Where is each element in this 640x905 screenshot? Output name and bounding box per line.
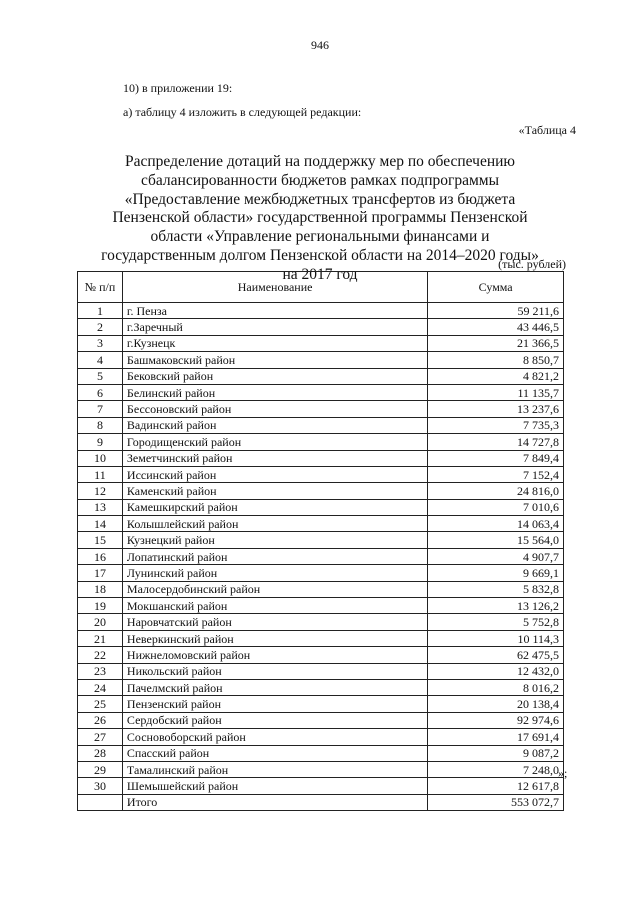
row-name: Пензенский район — [122, 696, 427, 712]
row-name: Пачелмский район — [122, 679, 427, 695]
row-name: Бековский район — [122, 368, 427, 384]
row-number: 6 — [78, 384, 123, 400]
row-name: г.Заречный — [122, 319, 427, 335]
total-row — [78, 794, 564, 810]
row-number: 25 — [78, 696, 123, 712]
row-number: 16 — [78, 548, 123, 564]
table-row — [78, 483, 564, 499]
document-title: Распределение дотаций на поддержку мер по обеспечению сбалансированности бюджетов рамках подпрограммы «Предоставление межбюджетных трансфертов из бюджета Пензенской области» государственной программы Пензенской области «Управление региональными финансами и государственным долгом Пензенской области на 2014–2020 годы» на 2017 год — [101, 153, 539, 283]
row-sum: 11 135,7 — [428, 384, 564, 400]
row-name: Тамалинский район — [122, 761, 427, 777]
row-name: Белинский район — [122, 384, 427, 400]
table-row — [78, 466, 564, 482]
row-sum: 13 237,6 — [428, 401, 564, 417]
table-label: «Таблица 4 — [518, 123, 576, 137]
row-sum: 8 016,2 — [428, 679, 564, 695]
row-sum: 7 735,3 — [428, 417, 564, 433]
row-sum: 21 366,5 — [428, 335, 564, 351]
table-row — [78, 663, 564, 679]
row-name: Башмаковский район — [122, 352, 427, 368]
table-row — [78, 450, 564, 466]
row-name: Шемышейский район — [122, 778, 427, 794]
header-number: № п/п — [78, 272, 123, 303]
row-number: 10 — [78, 450, 123, 466]
row-number: 12 — [78, 483, 123, 499]
subsidies-table — [77, 271, 564, 811]
row-name: Каменский район — [122, 483, 427, 499]
header-sum: Сумма — [428, 272, 564, 303]
amendment-point: 10) в приложении 19: — [123, 81, 233, 95]
row-sum: 7 849,4 — [428, 450, 564, 466]
row-name: Сосновоборский район — [122, 729, 427, 745]
table-row — [78, 434, 564, 450]
row-sum: 5 832,8 — [428, 581, 564, 597]
row-name: г. Пенза — [122, 303, 427, 319]
row-number: 9 — [78, 434, 123, 450]
row-sum: 4 907,7 — [428, 548, 564, 564]
table-row — [78, 581, 564, 597]
amendment-subpoint: а) таблицу 4 изложить в следующей редакции: — [123, 105, 362, 119]
row-number: 8 — [78, 417, 123, 433]
table-row — [78, 696, 564, 712]
row-number: 14 — [78, 516, 123, 532]
table-row — [78, 548, 564, 564]
row-name: Бессоновский район — [122, 401, 427, 417]
row-number: 28 — [78, 745, 123, 761]
row-number: 19 — [78, 598, 123, 614]
table-row — [78, 352, 564, 368]
row-name: Малосердобинский район — [122, 581, 427, 597]
row-sum: 7 248,0 — [428, 761, 564, 777]
row-sum: 24 816,0 — [428, 483, 564, 499]
total-number — [78, 794, 123, 810]
row-number: 29 — [78, 761, 123, 777]
table-row — [78, 516, 564, 532]
row-number: 21 — [78, 630, 123, 646]
row-sum: 12 617,8 — [428, 778, 564, 794]
row-sum: 15 564,0 — [428, 532, 564, 548]
table-row — [78, 532, 564, 548]
row-name: Никольский район — [122, 663, 427, 679]
row-number: 23 — [78, 663, 123, 679]
row-sum: 7 010,6 — [428, 499, 564, 515]
header-name: Наименование — [122, 272, 427, 303]
row-name: Наровчатский район — [122, 614, 427, 630]
row-name: Мокшанский район — [122, 598, 427, 614]
table-row — [78, 335, 564, 351]
row-number: 5 — [78, 368, 123, 384]
row-number: 18 — [78, 581, 123, 597]
row-name: Лунинский район — [122, 565, 427, 581]
closing-mark: »; — [558, 766, 568, 780]
total-sum: 553 072,7 — [428, 794, 564, 810]
row-sum: 8 850,7 — [428, 352, 564, 368]
row-name: Иссинский район — [122, 466, 427, 482]
table-row — [78, 679, 564, 695]
row-sum: 9 669,1 — [428, 565, 564, 581]
table-row — [78, 745, 564, 761]
table-row — [78, 303, 564, 319]
table-row — [78, 368, 564, 384]
row-number: 2 — [78, 319, 123, 335]
table-row — [78, 778, 564, 794]
row-number: 30 — [78, 778, 123, 794]
row-number: 27 — [78, 729, 123, 745]
row-name: Нижнеломовский район — [122, 647, 427, 663]
table-row — [78, 499, 564, 515]
table-row — [78, 384, 564, 400]
row-name: Земетчинский район — [122, 450, 427, 466]
row-sum: 17 691,4 — [428, 729, 564, 745]
row-number: 17 — [78, 565, 123, 581]
table-row — [78, 729, 564, 745]
table-row — [78, 712, 564, 728]
row-sum: 92 974,6 — [428, 712, 564, 728]
row-number: 4 — [78, 352, 123, 368]
row-number: 22 — [78, 647, 123, 663]
row-sum: 12 432,0 — [428, 663, 564, 679]
row-number: 7 — [78, 401, 123, 417]
row-number: 13 — [78, 499, 123, 515]
row-sum: 14 727,8 — [428, 434, 564, 450]
row-name: г.Кузнецк — [122, 335, 427, 351]
row-number: 15 — [78, 532, 123, 548]
row-sum: 20 138,4 — [428, 696, 564, 712]
row-sum: 9 087,2 — [428, 745, 564, 761]
row-name: Колышлейский район — [122, 516, 427, 532]
table-row — [78, 565, 564, 581]
row-sum: 14 063,4 — [428, 516, 564, 532]
table-row — [78, 401, 564, 417]
row-sum: 13 126,2 — [428, 598, 564, 614]
table-row — [78, 647, 564, 663]
row-sum: 4 821,2 — [428, 368, 564, 384]
page-number: 946 — [311, 38, 329, 52]
row-name: Кузнецкий район — [122, 532, 427, 548]
row-number: 26 — [78, 712, 123, 728]
table-row — [78, 598, 564, 614]
row-sum: 10 114,3 — [428, 630, 564, 646]
table-row — [78, 630, 564, 646]
row-name: Городищенский район — [122, 434, 427, 450]
row-name: Вадинский район — [122, 417, 427, 433]
table-row — [78, 761, 564, 777]
row-number: 3 — [78, 335, 123, 351]
unit-note: (тыс. рублей) — [498, 257, 566, 271]
table-row — [78, 614, 564, 630]
row-name: Сердобский район — [122, 712, 427, 728]
row-number: 11 — [78, 466, 123, 482]
row-name: Лопатинский район — [122, 548, 427, 564]
table-row — [78, 319, 564, 335]
table-header-row — [78, 272, 564, 303]
row-sum: 5 752,8 — [428, 614, 564, 630]
table-body — [78, 303, 564, 811]
row-name: Спасский район — [122, 745, 427, 761]
row-sum: 62 475,5 — [428, 647, 564, 663]
row-number: 20 — [78, 614, 123, 630]
row-name: Неверкинский район — [122, 630, 427, 646]
total-label: Итого — [122, 794, 427, 810]
row-number: 1 — [78, 303, 123, 319]
row-sum: 7 152,4 — [428, 466, 564, 482]
table-row — [78, 417, 564, 433]
row-name: Камешкирский район — [122, 499, 427, 515]
row-number: 24 — [78, 679, 123, 695]
row-sum: 59 211,6 — [428, 303, 564, 319]
row-sum: 43 446,5 — [428, 319, 564, 335]
